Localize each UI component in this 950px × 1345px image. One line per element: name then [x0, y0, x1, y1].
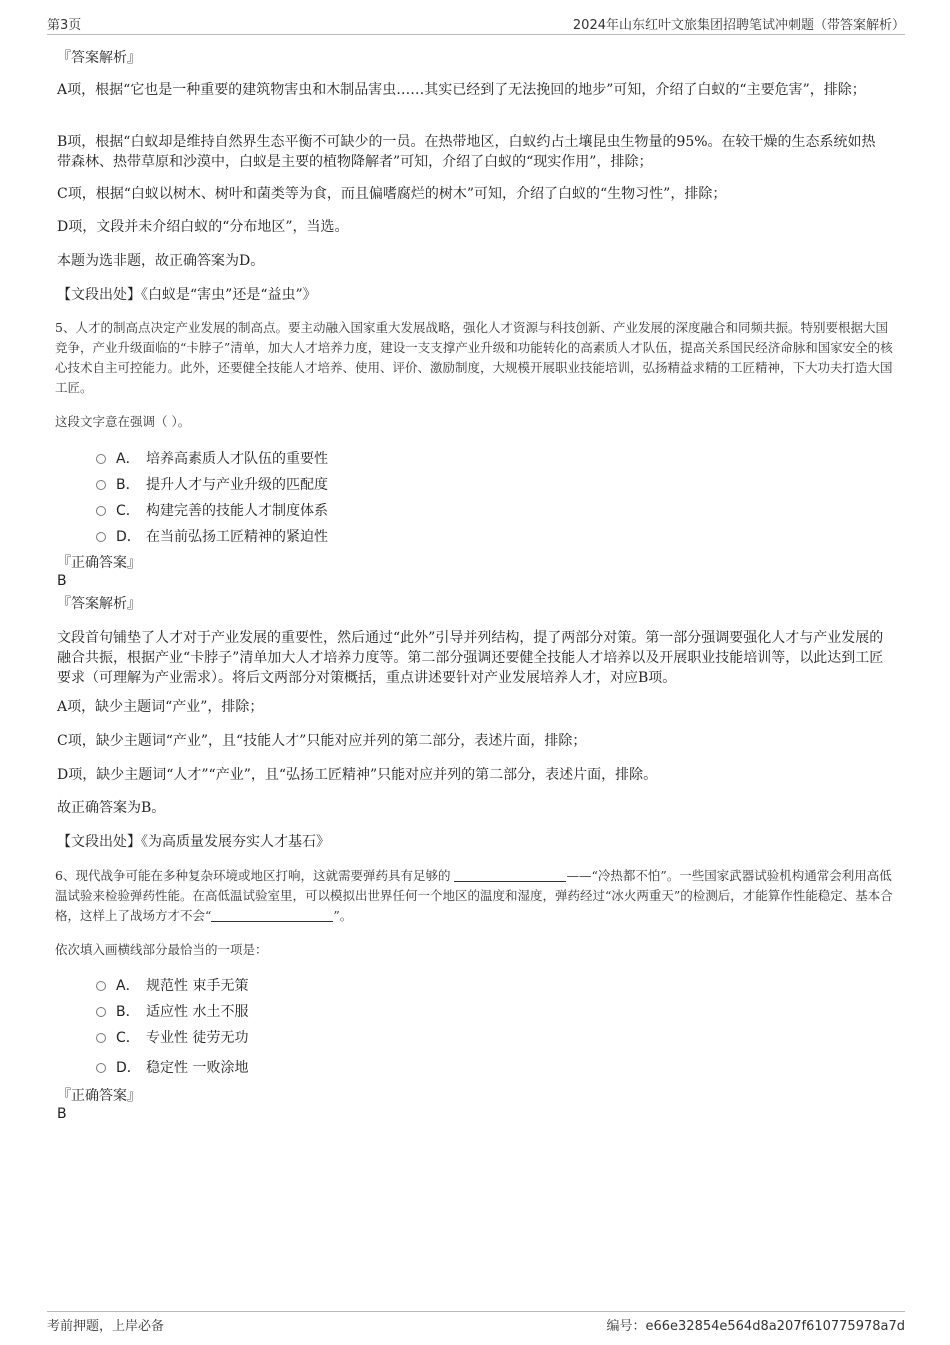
- q4-analysis-a: A项，根据“它也是一种重要的建筑物害虫和木制品害虫……其实已经到了无法挽回的地步”可知，介绍了白蚁的“主要危害”，排除；: [57, 82, 866, 98]
- q6-stem-part2: ——“冷热都不怕”。一些国家武器试验机构通常会利用高低温试验来检验弹药性能。在高低温试验室里，可以模拟出世界任何一个地区的温度和湿度，弹药经过“冰火两重天”的检测后，才能算作性能稳定、基本合格，这样上了战场方才不会“: [55, 868, 893, 923]
- q5-stem: 5、人才的制高点决定产业发展的制高点。要主动融入国家重大发展战略，强化人才资源与科技创新、产业发展的深度融合和同频共振。特别要根据大国竞争，产业升级面临的“卡脖子”清单，加大人才培养力度，建设一支支撑产业升级和功能转化的高素质人才队伍，提高关系国民经济命脉和国家安全的核心技术自主可控能力。此外，还要健全技能人才培养、使用、评价、激励制度，大规模开展职业技能培训，弘扬精益求精的工匠精神，下大功夫打造大国工匠。: [55, 320, 893, 395]
- page-header: [47, 14, 905, 35]
- page-footer: [47, 1311, 905, 1334]
- q5-analysis: 文段首句铺垫了人才对于产业发展的重要性，然后通过“此外”引导并列结构，提了两部分对策。第一部分强调要强化人才与产业发展的融合共振，根据产业“卡脖子”清单加大人才培养力度等。第二部分强调还要健全技能人才培养以及开展职业技能培训等，以此达到工匠要求（可理解为产业需求）。将后文两部分对策概括，重点讲述要针对产业发展培养人才，对应B项。: [57, 630, 884, 686]
- option-letter: D．: [116, 1060, 141, 1076]
- option-letter: D．: [116, 529, 141, 545]
- option-letter: A．: [116, 978, 140, 994]
- code-label: 编号：: [606, 1319, 646, 1334]
- radio-button[interactable]: [96, 454, 106, 464]
- q6-option-b[interactable]: [96, 1002, 248, 1022]
- option-letter: C．: [116, 1030, 140, 1046]
- option-text: 适应性 水土不服: [146, 1004, 249, 1020]
- option-text: 专业性 徒劳无功: [146, 1030, 249, 1046]
- q6-option-a[interactable]: [96, 976, 248, 996]
- option-text: 稳定性 一败涂地: [146, 1060, 249, 1076]
- q6-option-c[interactable]: [96, 1028, 248, 1048]
- q5-conclusion: 故正确答案为B。: [57, 800, 166, 816]
- q5-source: 【文段出处】《为高质量发展夯实人才基石》: [57, 834, 330, 850]
- option-letter: C．: [116, 503, 140, 519]
- q6-option-d[interactable]: [96, 1058, 248, 1078]
- option-letter: B．: [116, 1004, 140, 1020]
- q6-prompt: 依次填入画横线部分最恰当的一项是：: [55, 942, 268, 957]
- option-text: 在当前弘扬工匠精神的紧迫性: [146, 529, 328, 545]
- page-number: 第3页: [47, 18, 82, 33]
- option-text: 构建完善的技能人才制度体系: [146, 503, 328, 519]
- q5-answer-label: 『正确答案』: [57, 555, 141, 571]
- option-text: 提升人才与产业升级的匹配度: [146, 477, 328, 493]
- document-title: 2024年山东红叶文旅集团招聘笔试冲刺题（带答案解析）: [572, 18, 905, 33]
- q4-analysis-b: B项，根据“白蚁却是维持自然界生态平衡不可缺少的一员。在热带地区，白蚁约占土壤昆虫生物量的95%。在较干燥的生态系统如热带森林、热带草原和沙漠中，白蚁是主要的植物降解者”可知，介绍了白蚁的“现实作用”，排除；: [57, 134, 876, 170]
- document-code: [606, 1315, 905, 1334]
- q5-option-b[interactable]: [96, 475, 328, 495]
- q4-analysis-c: C项，根据“白蚁以树木、树叶和菌类等为食，而且偏嗜腐烂的树木”可知，介绍了白蚁的“生物习性”，排除；: [57, 186, 727, 202]
- q5-option-c[interactable]: [96, 501, 328, 521]
- q6-stem-part1: 6、现代战争可能在多种复杂环境或地区打响，这就需要弹药具有足够的: [55, 868, 451, 883]
- fill-blank-1: [454, 869, 566, 882]
- radio-button[interactable]: [96, 1063, 106, 1073]
- radio-button[interactable]: [96, 480, 106, 490]
- q4-conclusion: 本题为选非题，故正确答案为D。: [57, 253, 265, 269]
- option-text: 培养高素质人才队伍的重要性: [146, 451, 328, 467]
- q5-option-d[interactable]: [96, 527, 328, 547]
- q6-stem-part3: ”。: [333, 908, 353, 923]
- q6-answer-label: 『正确答案』: [57, 1088, 141, 1104]
- q5-prompt: 这段文字意在强调（ ）。: [55, 414, 191, 429]
- radio-button[interactable]: [96, 532, 106, 542]
- q6-stem: [55, 866, 897, 926]
- option-letter: B．: [116, 477, 140, 493]
- q4-source: 【文段出处】《白蚁是“害虫”还是“益虫”》: [57, 287, 317, 303]
- q5-option-a[interactable]: [96, 449, 328, 469]
- q5-analysis-label: 『答案解析』: [57, 596, 141, 612]
- radio-button[interactable]: [96, 1033, 106, 1043]
- q6-answer: B: [57, 1106, 67, 1122]
- option-letter: A．: [116, 451, 140, 467]
- radio-button[interactable]: [96, 506, 106, 516]
- option-text: 规范性 束手无策: [146, 978, 249, 994]
- q5-analysis-d: D项，缺少主题词“人才”“产业”，且“弘扬工匠精神”只能对应并列的第二部分，表述片面，排除。: [57, 767, 658, 783]
- q4-analysis-d: D项，文段并未介绍白蚁的“分布地区”，当选。: [57, 219, 349, 235]
- footer-slogan: 考前押题，上岸必备: [47, 1319, 165, 1334]
- q4-analysis-label: 『答案解析』: [57, 50, 141, 66]
- radio-button[interactable]: [96, 981, 106, 991]
- radio-button[interactable]: [96, 1007, 106, 1017]
- q5-analysis-a: A项，缺少主题词“产业”，排除；: [57, 699, 264, 715]
- code-value: e66e32854e564d8a207f610775978a7d: [645, 1319, 905, 1334]
- fill-blank-2: [211, 909, 333, 922]
- q5-answer: B: [57, 573, 67, 589]
- q5-analysis-c: C项，缺少主题词“产业”，且“技能人才”只能对应并列的第二部分，表述片面，排除；: [57, 733, 587, 749]
